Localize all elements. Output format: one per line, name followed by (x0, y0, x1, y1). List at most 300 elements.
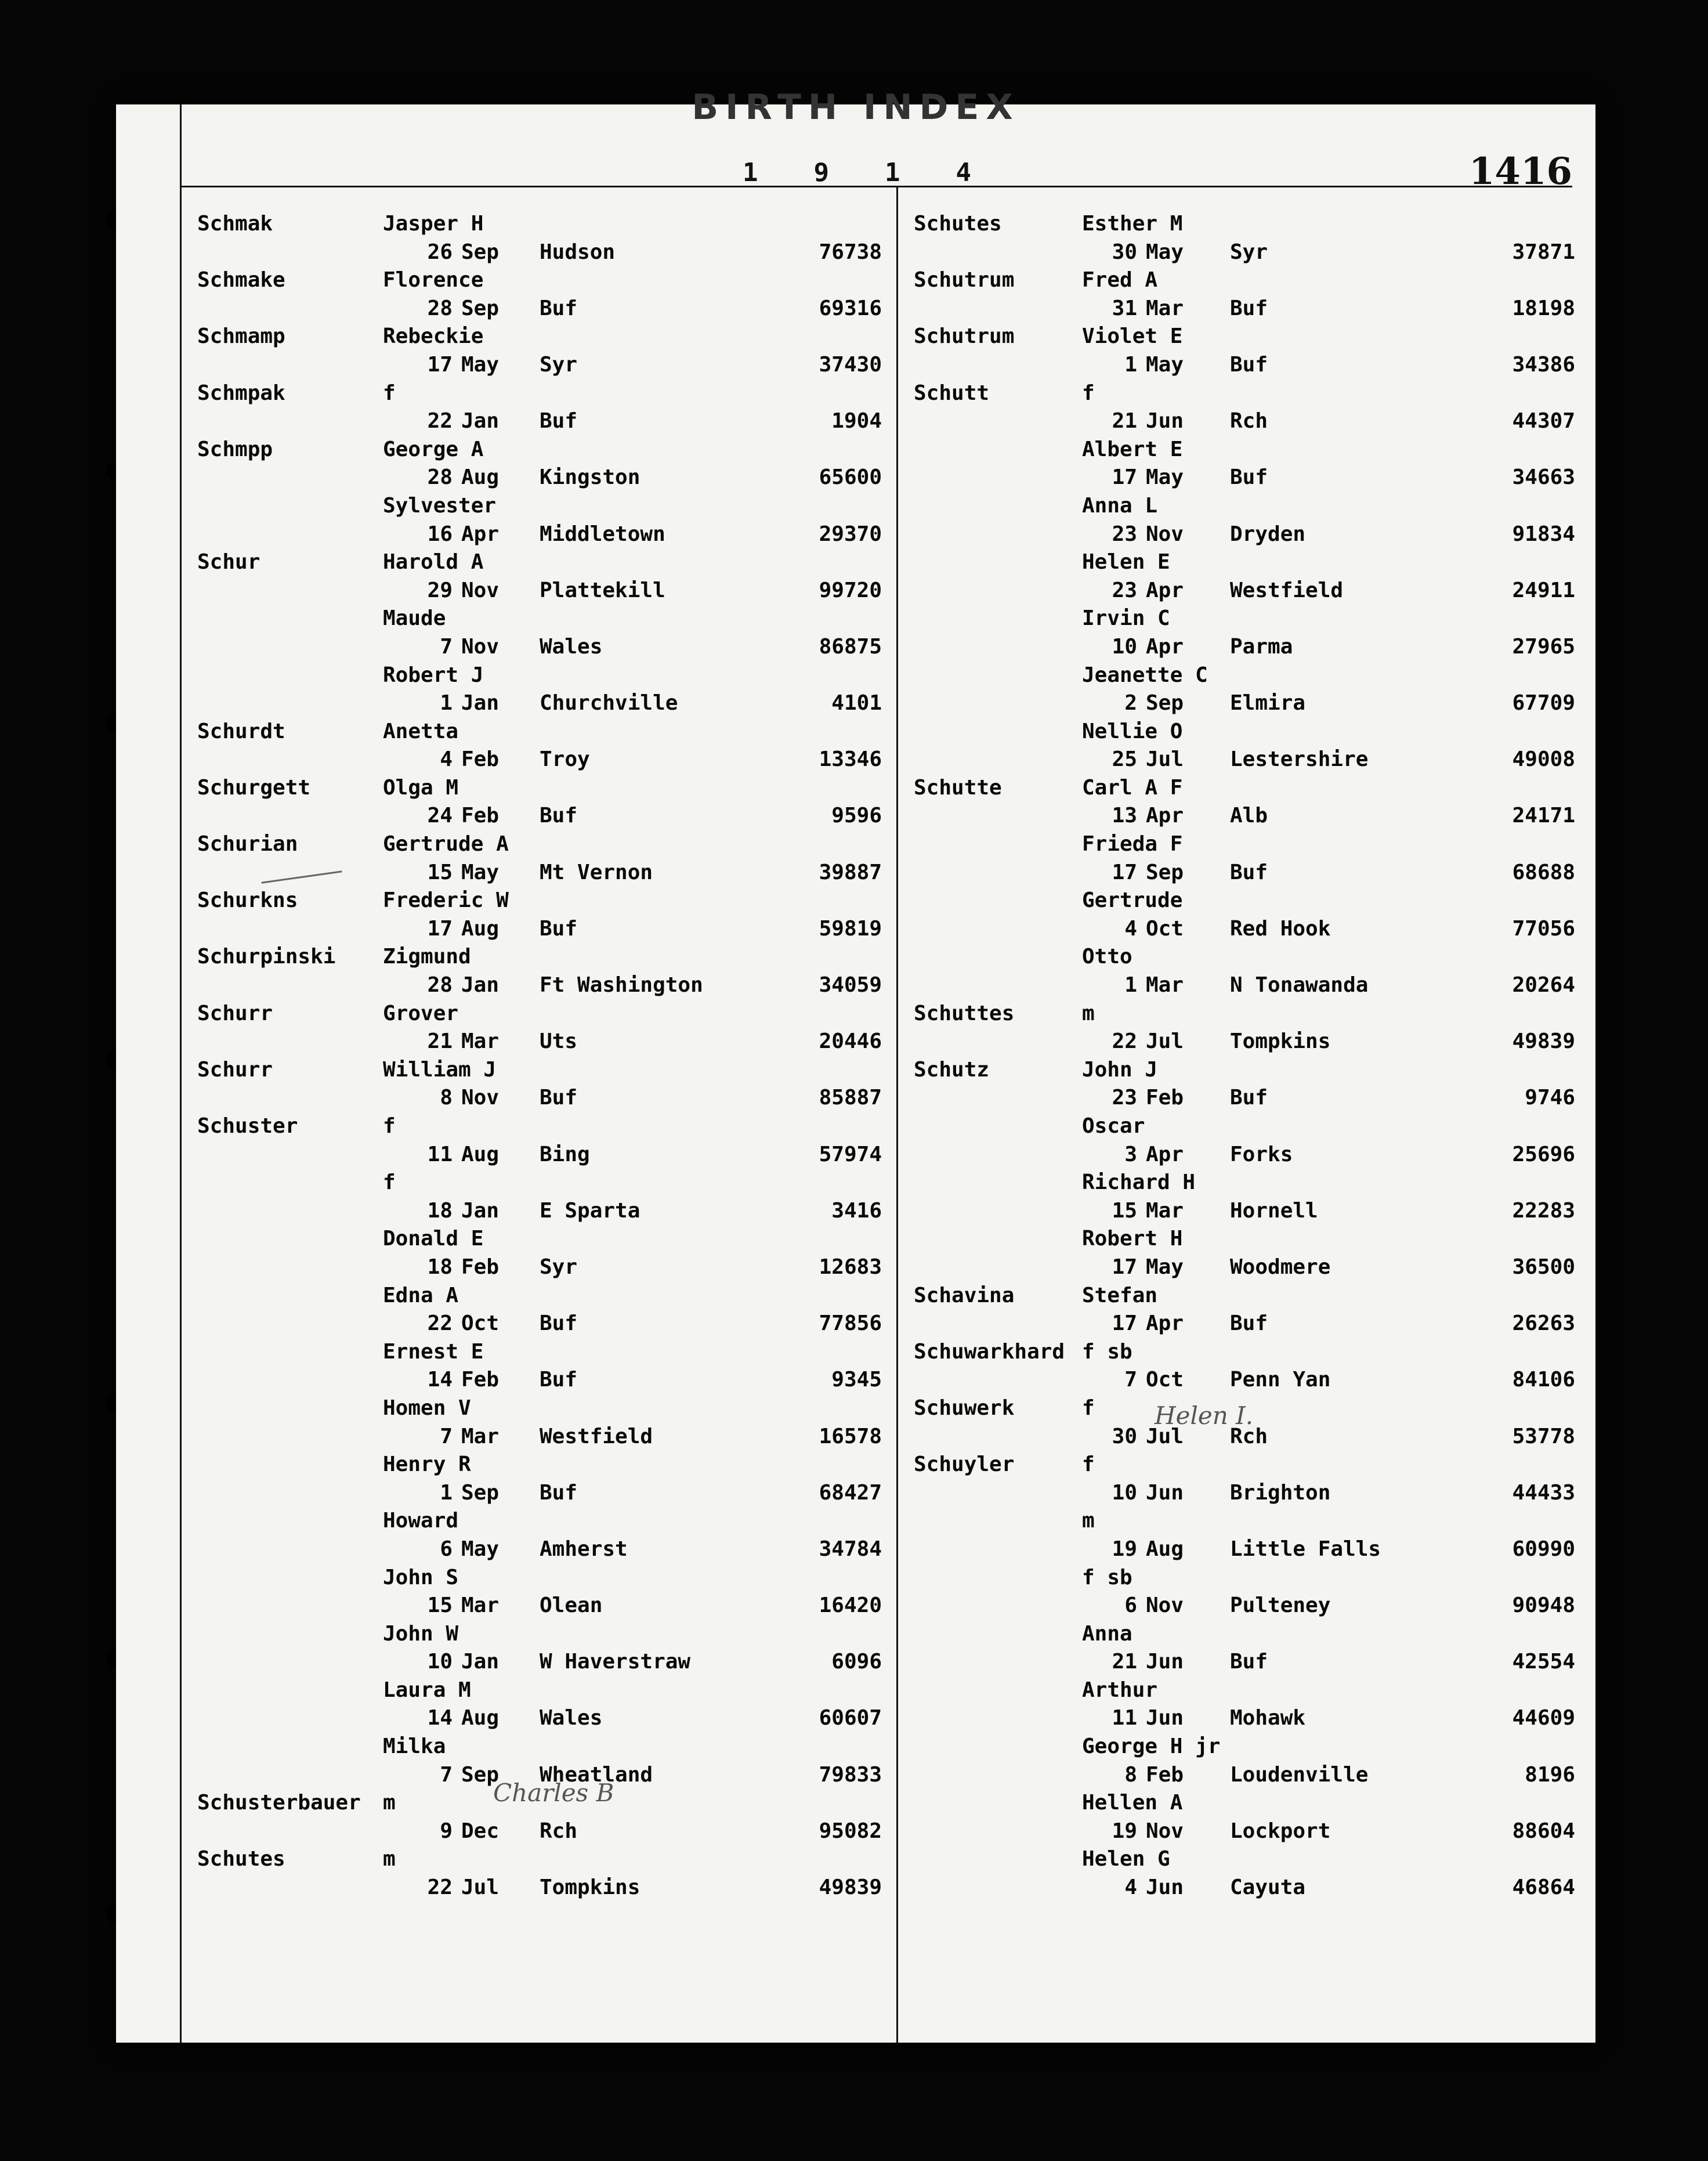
index-record-line (197, 1481, 882, 1509)
certificate-number: 65600 (819, 465, 882, 490)
index-record-line (914, 1199, 1575, 1227)
birth-day: 7 (440, 634, 453, 659)
index-record-line (914, 465, 1575, 494)
birth-place: Amherst (540, 1537, 628, 1561)
birth-place: Cayuta (1230, 1875, 1306, 1900)
certificate-number: 13346 (819, 747, 882, 772)
given-name: Robert J (383, 663, 484, 687)
surname: Schuttes (914, 1001, 1015, 1025)
birth-place: Westfield (1230, 578, 1344, 602)
birth-day: 14 (427, 1706, 453, 1730)
birth-month: May (1146, 465, 1184, 490)
birth-month: Aug (461, 1142, 500, 1166)
index-record-line (914, 1311, 1575, 1340)
birth-place: Dryden (1230, 522, 1306, 546)
certificate-number: 1904 (831, 409, 882, 433)
birth-place: Hornell (1230, 1198, 1318, 1223)
index-record-line (197, 1819, 882, 1848)
certificate-number: 9746 (1525, 1086, 1575, 1110)
index-name-line (914, 1566, 1575, 1594)
birth-place: Olean (540, 1593, 603, 1618)
birth-month: Jan (461, 1198, 500, 1223)
birth-day: 21 (1112, 1650, 1137, 1674)
birth-place: Parma (1230, 634, 1293, 659)
certificate-number: 24171 (1512, 804, 1575, 828)
given-name: Frieda F (1082, 832, 1183, 857)
certificate-number: 86875 (819, 634, 882, 659)
given-name: f (383, 1114, 396, 1138)
birth-place: Troy (540, 747, 590, 772)
given-name: George A (383, 437, 484, 461)
birth-place: Buf (1230, 1086, 1268, 1110)
birth-day: 21 (1112, 409, 1137, 433)
certificate-number: 34059 (819, 973, 882, 998)
birth-month: Aug (1146, 1537, 1184, 1561)
certificate-number: 46864 (1512, 1875, 1575, 1900)
birth-month: Feb (461, 1368, 500, 1392)
birth-day: 15 (427, 1593, 453, 1618)
certificate-number: 84106 (1512, 1368, 1575, 1392)
birth-month: Jul (1146, 1424, 1184, 1448)
birth-day: 22 (1112, 1029, 1137, 1054)
index-record-line (197, 1311, 882, 1340)
birth-month: Mar (1146, 1198, 1184, 1223)
birth-day: 31 (1112, 296, 1137, 320)
index-name-line (914, 1284, 1575, 1312)
surname: Schurr (197, 1001, 273, 1025)
birth-day: 1 (440, 691, 453, 715)
index-name-line (197, 381, 882, 410)
index-name-line (197, 1170, 882, 1199)
certificate-number: 44609 (1512, 1706, 1575, 1730)
given-name: Otto (1082, 945, 1132, 969)
birth-day: 23 (1112, 1086, 1137, 1110)
birth-place: Wales (540, 634, 603, 659)
given-name: Rebeckie (383, 324, 484, 349)
birth-month: Mar (461, 1593, 500, 1618)
given-name: f (383, 381, 396, 405)
birth-place: Mt Vernon (540, 860, 653, 884)
index-record-line (914, 804, 1575, 832)
certificate-number: 85887 (819, 1086, 882, 1110)
certificate-number: 26263 (1512, 1311, 1575, 1336)
index-name-line (197, 1227, 882, 1255)
certificate-number: 37871 (1512, 240, 1575, 264)
index-record-line (197, 579, 882, 607)
certificate-number: 57974 (819, 1142, 882, 1166)
given-name: Harold A (383, 550, 484, 574)
certificate-number: 36500 (1512, 1255, 1575, 1279)
birth-day: 3 (1124, 1142, 1137, 1166)
certificate-number: 34784 (819, 1537, 882, 1561)
birth-day: 21 (427, 1029, 453, 1054)
birth-month: Jun (1146, 1875, 1184, 1900)
index-record-line (914, 691, 1575, 720)
index-name-line (197, 1396, 882, 1425)
index-name-line (914, 1227, 1575, 1255)
index-record-line (914, 1255, 1575, 1284)
birth-day: 2 (1124, 691, 1137, 715)
surname: Schutz (914, 1057, 990, 1082)
birth-day: 22 (427, 1311, 453, 1336)
birth-month: Feb (1146, 1762, 1184, 1787)
birth-month: May (1146, 1255, 1184, 1279)
given-name: m (1082, 1509, 1095, 1533)
index-record-line (197, 1143, 882, 1171)
certificate-number: 69316 (819, 296, 882, 320)
given-name: Irvin C (1082, 606, 1170, 631)
certificate-number: 37430 (819, 352, 882, 377)
left-column (197, 212, 882, 1904)
given-name: Jasper H (383, 212, 484, 236)
index-name-line (197, 1566, 882, 1594)
certificate-number: 25696 (1512, 1142, 1575, 1166)
birth-day: 6 (1124, 1593, 1137, 1618)
index-record-line (914, 1763, 1575, 1791)
index-name-line (197, 1622, 882, 1650)
index-name-line (914, 1622, 1575, 1650)
birth-day: 11 (1112, 1706, 1137, 1730)
birth-month: Jun (1146, 1650, 1184, 1674)
birth-day: 17 (427, 916, 453, 941)
given-name: Donald E (383, 1227, 484, 1251)
certificate-number: 60607 (819, 1706, 882, 1730)
index-name-line (197, 1284, 882, 1312)
index-record-line (197, 1593, 882, 1622)
birth-day: 7 (440, 1424, 453, 1448)
birth-month: Sep (1146, 860, 1184, 884)
index-record-line (197, 635, 882, 663)
index-record-line (197, 1086, 882, 1114)
birth-month: May (1146, 240, 1184, 264)
birth-place: Buf (540, 1368, 578, 1392)
index-record-line (197, 1255, 882, 1284)
birth-place: Plattekill (540, 578, 665, 602)
birth-day: 10 (1112, 634, 1137, 659)
birth-day: 24 (427, 804, 453, 828)
given-name: f sb (1082, 1339, 1132, 1364)
birth-month: Mar (461, 1029, 500, 1054)
certificate-number: 90948 (1512, 1593, 1575, 1618)
certificate-number: 29370 (819, 522, 882, 546)
page-number: 1416 (1468, 150, 1572, 193)
birth-day: 29 (427, 578, 453, 602)
birth-day: 4 (1124, 1875, 1137, 1900)
index-record-line (197, 297, 882, 325)
index-name-line (914, 494, 1575, 522)
given-name: Sylvester (383, 493, 497, 518)
surname: Schutes (197, 1847, 285, 1871)
birth-place: Middletown (540, 522, 665, 546)
index-name-line (914, 381, 1575, 410)
index-record-line (197, 747, 882, 776)
birth-month: Sep (461, 1762, 500, 1787)
index-record-line (914, 635, 1575, 663)
index-name-line (914, 832, 1575, 861)
certificate-number: 16420 (819, 1593, 882, 1618)
index-record-line (914, 240, 1575, 269)
certificate-number: 24911 (1512, 578, 1575, 602)
birth-month: Jun (1146, 1480, 1184, 1505)
given-name: Anna (1082, 1621, 1132, 1646)
birth-month: Apr (1146, 804, 1184, 828)
index-name-line (914, 212, 1575, 240)
index-name-line (197, 438, 882, 466)
index-record-line (197, 1199, 882, 1227)
given-name: Gertrude (1082, 888, 1183, 913)
certificate-number: 42554 (1512, 1650, 1575, 1674)
given-name: Albert E (1082, 437, 1183, 461)
given-name: Henry R (383, 1452, 471, 1477)
index-name-line (914, 663, 1575, 692)
surname: Schutrum (914, 324, 1015, 349)
birth-place: Tompkins (1230, 1029, 1331, 1054)
birth-month: Sep (1146, 691, 1184, 715)
given-name: Esther M (1082, 212, 1183, 236)
surname: Schurian (197, 832, 298, 857)
surname: Schurpinski (197, 945, 336, 969)
birth-place: N Tonawanda (1230, 973, 1369, 998)
index-name-line (197, 888, 882, 917)
index-record-line (197, 522, 882, 551)
birth-day: 15 (427, 860, 453, 884)
index-name-line (914, 720, 1575, 748)
certificate-number: 34663 (1512, 465, 1575, 490)
certificate-number: 18198 (1512, 296, 1575, 320)
given-name: f (1082, 1396, 1095, 1420)
index-record-line (197, 1650, 882, 1678)
index-record-line (914, 1593, 1575, 1622)
index-name-line (914, 1678, 1575, 1707)
index-name-line (197, 494, 882, 522)
certificate-number: 49839 (819, 1875, 882, 1900)
given-name: John W (383, 1621, 459, 1646)
birth-day: 17 (1112, 860, 1137, 884)
index-name-line (914, 888, 1575, 917)
given-name: Edna A (383, 1283, 459, 1307)
index-record-line (914, 297, 1575, 325)
birth-month: Jul (461, 1875, 500, 1900)
given-name: Fred A (1082, 268, 1158, 292)
column-divider (896, 186, 898, 2043)
index-record-line (914, 973, 1575, 1002)
given-name: Zigmund (383, 945, 471, 969)
index-record-line (914, 1875, 1575, 1904)
given-name: Anetta (383, 719, 459, 743)
given-name: Florence (383, 268, 484, 292)
index-name-line (197, 1509, 882, 1537)
birth-month: Feb (461, 804, 500, 828)
index-name-line (197, 1678, 882, 1707)
index-record-line (914, 917, 1575, 945)
birth-day: 30 (1112, 1424, 1137, 1448)
birth-place: Brighton (1230, 1480, 1331, 1505)
surname: Schutt (914, 381, 990, 405)
birth-day: 28 (427, 973, 453, 998)
index-name-line (914, 1114, 1575, 1143)
index-record-line (197, 353, 882, 381)
index-name-line (914, 1002, 1575, 1030)
birth-place: W Haverstraw (540, 1650, 691, 1674)
birth-place: Syr (1230, 240, 1268, 264)
index-record-line (197, 465, 882, 494)
birth-place: Penn Yan (1230, 1368, 1331, 1392)
index-name-line (914, 776, 1575, 804)
certificate-number: 77856 (819, 1311, 882, 1336)
birth-place: Buf (1230, 296, 1268, 320)
index-year: 1914 (743, 158, 1027, 187)
birth-place: Elmira (1230, 691, 1306, 715)
index-name-line (197, 776, 882, 804)
given-name: Stefan (1082, 1283, 1158, 1307)
index-record-line (914, 747, 1575, 776)
birth-day: 1 (1124, 973, 1137, 998)
given-name: Anna L (1082, 493, 1158, 518)
index-record-line (197, 861, 882, 889)
index-record-line (197, 973, 882, 1002)
certificate-number: 6096 (831, 1650, 882, 1674)
certificate-number: 44433 (1512, 1480, 1575, 1505)
index-record-line (914, 1650, 1575, 1678)
surname: Schur (197, 550, 260, 574)
birth-month: May (461, 1537, 500, 1561)
index-name-line (197, 212, 882, 240)
birth-month: Jul (1146, 1029, 1184, 1054)
certificate-number: 27965 (1512, 634, 1575, 659)
birth-month: Apr (1146, 578, 1184, 602)
certificate-number: 79833 (819, 1762, 882, 1787)
birth-day: 8 (1124, 1762, 1137, 1787)
index-name-line (197, 1114, 882, 1143)
index-name-line (197, 663, 882, 692)
index-name-line (197, 945, 882, 973)
birth-place: Bing (540, 1142, 590, 1166)
birth-place: Uts (540, 1029, 578, 1054)
birth-place: Buf (540, 296, 578, 320)
birth-place: Loudenville (1230, 1762, 1369, 1787)
index-record-line (914, 1143, 1575, 1171)
certificate-number: 59819 (819, 916, 882, 941)
surname: Schurdt (197, 719, 285, 743)
birth-month: Mar (1146, 973, 1184, 998)
index-record-line (914, 1086, 1575, 1114)
surname: Schmamp (197, 324, 285, 349)
birth-month: Aug (461, 465, 500, 490)
given-name: Richard H (1082, 1170, 1196, 1195)
index-record-line (914, 1819, 1575, 1848)
birth-month: Apr (461, 522, 500, 546)
birth-month: May (461, 352, 500, 377)
certificate-number: 44307 (1512, 409, 1575, 433)
birth-day: 17 (427, 352, 453, 377)
surname: Schutte (914, 775, 1002, 800)
birth-day: 4 (1124, 916, 1137, 941)
surname: Schmak (197, 212, 273, 236)
index-record-line (197, 409, 882, 438)
birth-place: Lockport (1230, 1819, 1331, 1843)
birth-place: Buf (1230, 352, 1268, 377)
index-name-line (197, 1452, 882, 1481)
index-record-line (914, 1481, 1575, 1509)
birth-month: Nov (461, 1086, 500, 1110)
certificate-number: 77056 (1512, 916, 1575, 941)
surname: Schavina (914, 1283, 1015, 1307)
certificate-number: 4101 (831, 691, 882, 715)
birth-day: 15 (1112, 1198, 1137, 1223)
birth-day: 9 (440, 1819, 453, 1843)
index-record-line (197, 1425, 882, 1453)
index-record-line (197, 691, 882, 720)
birth-month: Sep (461, 296, 500, 320)
certificate-number: 20264 (1512, 973, 1575, 998)
certificate-number: 91834 (1512, 522, 1575, 546)
index-name-line (197, 1847, 882, 1875)
birth-place: Buf (540, 1480, 578, 1505)
certificate-number: 34386 (1512, 352, 1575, 377)
certificate-number: 9345 (831, 1368, 882, 1392)
birth-month: Oct (461, 1311, 500, 1336)
given-name: Howard (383, 1509, 459, 1533)
birth-day: 28 (427, 465, 453, 490)
birth-place: Buf (540, 409, 578, 433)
index-name-line (914, 268, 1575, 297)
index-name-line (197, 1002, 882, 1030)
birth-place: Buf (1230, 860, 1268, 884)
certificate-number: 68427 (819, 1480, 882, 1505)
given-name: Helen E (1082, 550, 1170, 574)
birth-day: 19 (1112, 1819, 1137, 1843)
given-name: m (383, 1847, 396, 1871)
birth-place: Hudson (540, 240, 616, 264)
index-record-line (914, 579, 1575, 607)
birth-day: 1 (1124, 352, 1137, 377)
index-record-line (914, 409, 1575, 438)
right-column (914, 212, 1575, 1904)
surname: Schuyler (914, 1452, 1015, 1477)
given-name: Grover (383, 1001, 459, 1025)
birth-day: 10 (1112, 1480, 1137, 1505)
birth-month: Nov (461, 578, 500, 602)
given-name: Milka (383, 1734, 446, 1759)
surname: Schurr (197, 1057, 273, 1082)
left-margin-rule (180, 104, 182, 2043)
index-name-line (914, 438, 1575, 466)
index-name-line (914, 1058, 1575, 1086)
birth-day: 14 (427, 1368, 453, 1392)
birth-day: 4 (440, 747, 453, 772)
birth-month: Nov (1146, 1593, 1184, 1618)
birth-place: Rch (540, 1819, 578, 1843)
given-name: Laura M (383, 1678, 471, 1702)
index-name-line (914, 606, 1575, 635)
birth-day: 1 (440, 1480, 453, 1505)
birth-month: Nov (1146, 1819, 1184, 1843)
given-name: John J (1082, 1057, 1158, 1082)
birth-month: Apr (1146, 634, 1184, 659)
index-record-line (914, 861, 1575, 889)
given-name: f (1082, 381, 1095, 405)
certificate-number: 60990 (1512, 1537, 1575, 1561)
birth-day: 6 (440, 1537, 453, 1561)
index-name-line (197, 1058, 882, 1086)
index-record-line (197, 1537, 882, 1566)
index-name-line (914, 1791, 1575, 1819)
given-name: Frederic W (383, 888, 509, 913)
birth-place: Mohawk (1230, 1706, 1306, 1730)
index-record-line (914, 353, 1575, 381)
birth-day: 22 (427, 1875, 453, 1900)
birth-place: Churchville (540, 691, 678, 715)
